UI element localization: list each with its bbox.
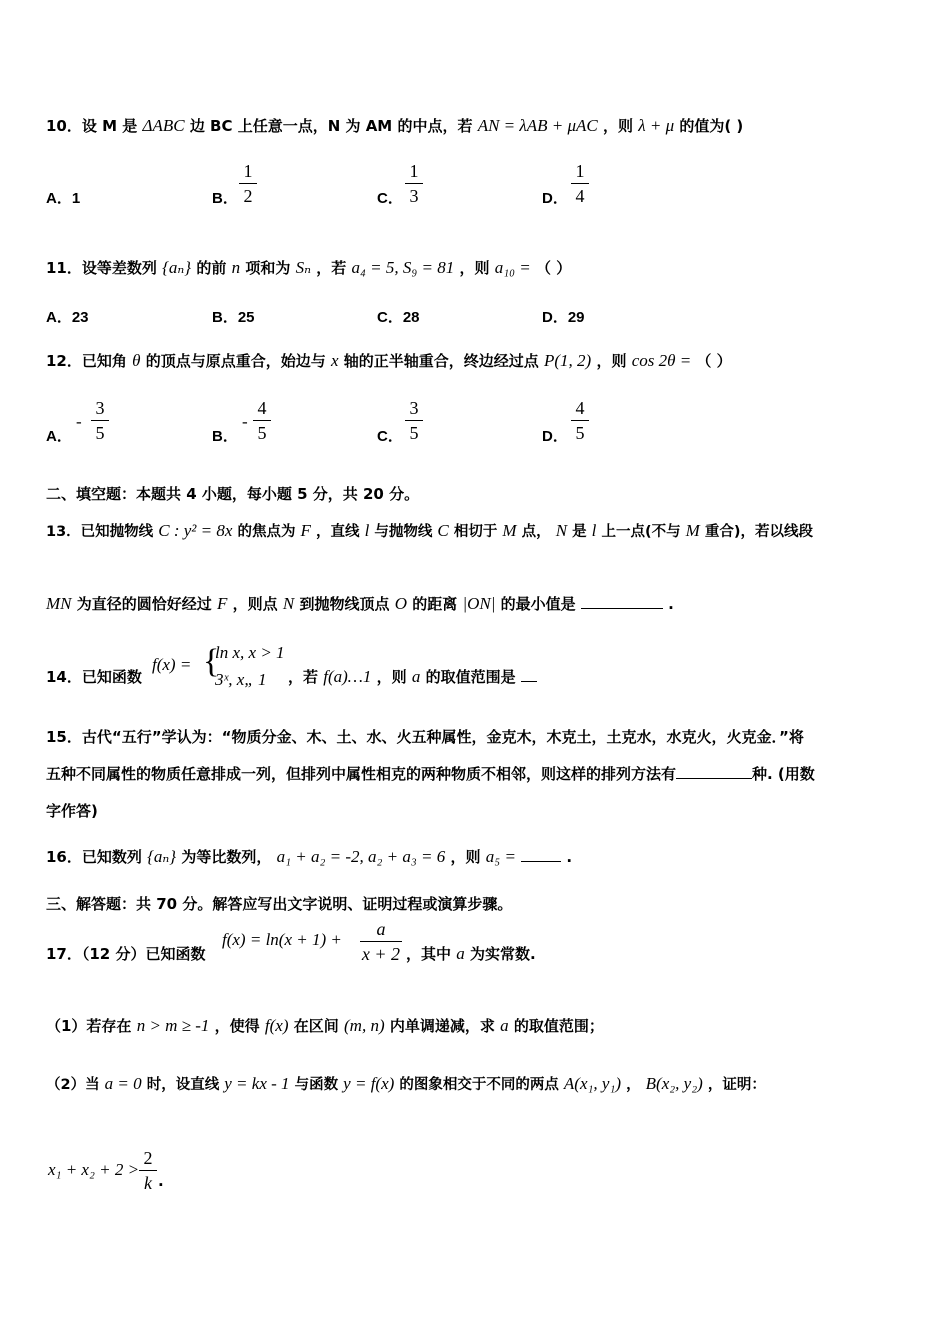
q11-math-n: n [231, 258, 241, 277]
q13-math-abs-on: |ON| [462, 594, 496, 613]
q17-text: （1）若存在 [46, 1017, 132, 1035]
q17-math-interval: (m, n) [344, 1016, 385, 1035]
q13-text: 的距离 [412, 595, 458, 613]
q11-option-b: B．25 [212, 309, 255, 326]
q11-text: ，则 [459, 259, 490, 277]
q13-math-o: O [394, 594, 407, 613]
q17-pre: 17．（12 分）已知函数 [46, 945, 206, 963]
q14-answer-blank[interactable] [521, 667, 537, 682]
q12-option-a-fraction [91, 397, 109, 444]
q15-answer-blank[interactable] [676, 764, 752, 779]
q12-math-theta: θ [132, 351, 141, 370]
q17-text: 的取值范围； [513, 1017, 604, 1035]
fraction-denominator: 4 [575, 186, 585, 206]
q13-text: 与抛物线 [374, 524, 433, 540]
q17-text: ， [626, 1077, 641, 1093]
q14-case-1: ln x, x > 1 [215, 643, 285, 662]
fraction-numerator: 3 [95, 398, 105, 418]
q11-option-d: D．29 [542, 309, 585, 326]
q17-part1 [46, 1015, 604, 1036]
q14-math-condition: f(a)…1 [323, 667, 372, 686]
q10-text: ，则 [603, 117, 634, 135]
q13-text: 上一点(不与 [601, 524, 681, 540]
fraction-denominator: 3 [409, 186, 419, 206]
q13-math-l: l [591, 521, 597, 540]
q17-text: ，证明： [707, 1077, 766, 1093]
q12-text: 12．已知角 [46, 352, 127, 370]
q11-option-c: C．28 [377, 309, 420, 326]
q13-text: . [668, 595, 674, 613]
q11-math-sequence: {aₙ} [162, 258, 192, 277]
q17-tail [406, 943, 536, 964]
q17-text: （2）当 [46, 1077, 100, 1093]
q12-option-c-fraction [405, 397, 423, 444]
fraction-denominator: 5 [409, 423, 419, 443]
fraction-denominator: k [144, 1173, 152, 1193]
q10-math-sum: λ + μ [638, 116, 675, 135]
q10-text: 的值为( ) [679, 117, 744, 135]
q12-option-b-sign: - [242, 412, 248, 431]
q14-case-2: 3ˣ, x„ 1 [215, 670, 267, 689]
q11-option-a: A．23 [46, 309, 89, 326]
q12-text: （ ） [696, 352, 732, 370]
q14-brace: { [203, 643, 220, 680]
q17-math-fx: f(x) [264, 1016, 289, 1035]
q17-math-curve: y = f(x) [343, 1074, 395, 1093]
q13-text: 的最小值是 [500, 595, 576, 613]
q11-stem [46, 257, 571, 278]
q12-math-x: x [330, 351, 339, 370]
q17-text: 内单调递减，求 [389, 1017, 495, 1035]
q10-stem [46, 115, 743, 136]
q17-proof-fraction [139, 1147, 157, 1194]
q17-math-a-zero: a = 0 [104, 1074, 142, 1093]
q13-math-m: M [685, 521, 700, 540]
q13-text: ，直线 [316, 524, 360, 540]
q12-text: 轴的正半轴重合，终边经过点 [343, 352, 539, 370]
q10-math-triangle: ΔABC [142, 116, 185, 135]
q13-math-c: C [437, 521, 449, 540]
q13-math-n: N [282, 594, 295, 613]
section-heading-fill-in: 二、填空题：本题共 4 小题，每小题 5 分，共 20 分。 [46, 485, 420, 503]
q17-math-function: f(x) = ln(x + 1) + [222, 930, 342, 949]
q14-math-a: a [411, 667, 421, 686]
fraction-numerator: 3 [409, 398, 419, 418]
q11-text: （ ） [535, 259, 572, 277]
q13-math-l: l [364, 521, 370, 540]
q17-text: 与函数 [294, 1077, 339, 1093]
fraction-denominator: 5 [575, 423, 585, 443]
q14-text: ，若 [288, 668, 319, 686]
q13-math-n: N [555, 521, 568, 540]
q17-text: 为实常数. [469, 945, 536, 963]
q17-math-point-b: B(x₂, y₂) [645, 1074, 703, 1093]
q17-math-line: y = kx - 1 [224, 1074, 290, 1093]
fraction-denominator: 2 [243, 186, 253, 206]
q12-math-point: P(1, 2) [543, 351, 592, 370]
section-heading-solutions: 三、解答题：共 70 分。解答应写出文字说明、证明过程或演算步骤。 [46, 895, 513, 913]
q13-text: 点， [521, 524, 551, 540]
fraction-numerator: 4 [257, 398, 267, 418]
q16-text: 为等比数列， [181, 848, 272, 866]
q10-option-b-fraction [239, 160, 257, 207]
q10-option-c-fraction [405, 160, 423, 207]
q10-option-d-label: D． [542, 190, 568, 207]
q11-text: 项和为 [245, 259, 291, 277]
fraction-numerator: 1 [243, 161, 253, 181]
q14-text: 的取值范围是 [425, 668, 516, 686]
q15-text: 种. (用数 [752, 765, 815, 783]
q10-option-d-fraction [571, 160, 589, 207]
fraction-numerator: a [376, 919, 386, 939]
q14-tail [288, 666, 537, 687]
q11-math-sn: Sₙ [295, 258, 311, 277]
q13-text: 的焦点为 [237, 524, 296, 540]
q10-option-b-label: B． [212, 190, 238, 207]
q12-option-b-fraction [253, 397, 271, 444]
q13-text: 相切于 [453, 524, 498, 540]
q12-option-c-label: C． [377, 428, 403, 445]
q13-answer-blank[interactable] [581, 594, 663, 609]
q13-math-mn: MN [46, 594, 72, 613]
q12-option-d-fraction [571, 397, 589, 444]
q17-math-point-a: A(x₁, y₁) [563, 1074, 622, 1093]
q16-stem [46, 846, 572, 867]
q12-stem [46, 350, 732, 371]
q17-math-inequality-to-prove: x₁ + x₂ + 2 > [48, 1160, 140, 1179]
q16-text: ，则 [450, 848, 481, 866]
q13-stem-line2 [46, 593, 674, 614]
q13-math-f: F [216, 594, 228, 613]
q11-math-conditions: a₄ = 5, S₉ = 81 [351, 258, 455, 277]
q10-option-a: A．1 [46, 190, 81, 207]
q17-text: ，使得 [214, 1017, 260, 1035]
q16-answer-blank[interactable] [521, 847, 561, 862]
q12-option-b-label: B． [212, 428, 238, 445]
q13-text: ，则点 [232, 595, 278, 613]
q17-end: . [158, 1172, 164, 1190]
q14-text: ，则 [376, 668, 407, 686]
q17-math-a: a [456, 944, 465, 963]
q16-math-sequence: {aₙ} [147, 847, 177, 866]
q13-text: 13．已知抛物线 [46, 524, 154, 540]
q17-part2 [46, 1073, 766, 1094]
q13-text: 重合)，若以线段 [704, 524, 814, 540]
q10-math-vector: AN = λAB + μAC [477, 116, 598, 135]
q12-option-a-sign: - [76, 412, 82, 431]
q17-math-a: a [500, 1016, 509, 1035]
fraction-numerator: 4 [575, 398, 585, 418]
q12-text: ，则 [596, 352, 627, 370]
q15-line1: 15．古代“五行”学认为：“物质分金、木、土、水、火五种属性，金克木，木克土，土克水，水克火，火克金．”将 [46, 728, 804, 746]
fraction-numerator: 1 [409, 161, 419, 181]
fraction-denominator: 5 [257, 423, 267, 443]
q13-math-parabola: C : y² = 8x [158, 521, 233, 540]
q16-math-conditions: a₁ + a₂ = -2, a₂ + a₃ = 6 [276, 847, 446, 866]
q13-text: 是 [572, 524, 587, 540]
q17-text: 在区间 [293, 1017, 339, 1035]
q12-option-d-label: D． [542, 428, 568, 445]
q13-math-f: F [300, 521, 311, 540]
q11-text: 11．设等差数列 [46, 259, 157, 277]
q11-text: ，若 [316, 259, 347, 277]
q10-text: 10．设 M 是 [46, 117, 138, 135]
q17-math-inequality: n > m ≥ -1 [136, 1016, 210, 1035]
q15-line2 [46, 763, 815, 784]
q17-text: ，其中 [406, 945, 452, 963]
q10-text: 边 BC 上任意一点，N 为 AM 的中点，若 [189, 117, 473, 135]
q14-math-f: f(x) = [152, 655, 192, 674]
q16-text: . [566, 848, 573, 866]
q13-text: 到抛物线顶点 [299, 595, 390, 613]
q13-math-m: M [502, 521, 517, 540]
q17-text: 时，设直线 [146, 1077, 220, 1093]
q11-text: 的前 [196, 259, 227, 277]
fraction-denominator: x + 2 [361, 944, 401, 964]
q11-math-a10: a₁₀ = [494, 258, 531, 277]
q15-line3: 字作答) [46, 802, 98, 820]
q17-text: 的图象相交于不同的两点 [399, 1077, 559, 1093]
q13-text: 为直径的圆恰好经过 [76, 595, 212, 613]
q16-math-a5: a₅ = [485, 847, 516, 866]
q12-text: 的顶点与原点重合，始边与 [145, 352, 326, 370]
q15-text: 五种不同属性的物质任意排成一列，但排列中属性相克的两种物质不相邻，则这样的排列方法有 [46, 765, 677, 783]
fraction-numerator: 2 [143, 1148, 153, 1168]
q10-option-c-label: C． [377, 190, 403, 207]
fraction-numerator: 1 [575, 161, 585, 181]
q12-option-a-label: A． [46, 428, 72, 445]
fraction-denominator: 5 [95, 423, 105, 443]
q14-pre: 14．已知函数 [46, 668, 142, 686]
q13-stem-line1 [46, 520, 813, 541]
q12-math-cos: cos 2θ = [631, 351, 692, 370]
q16-text: 16．已知数列 [46, 848, 142, 866]
q17-fraction [360, 918, 402, 965]
